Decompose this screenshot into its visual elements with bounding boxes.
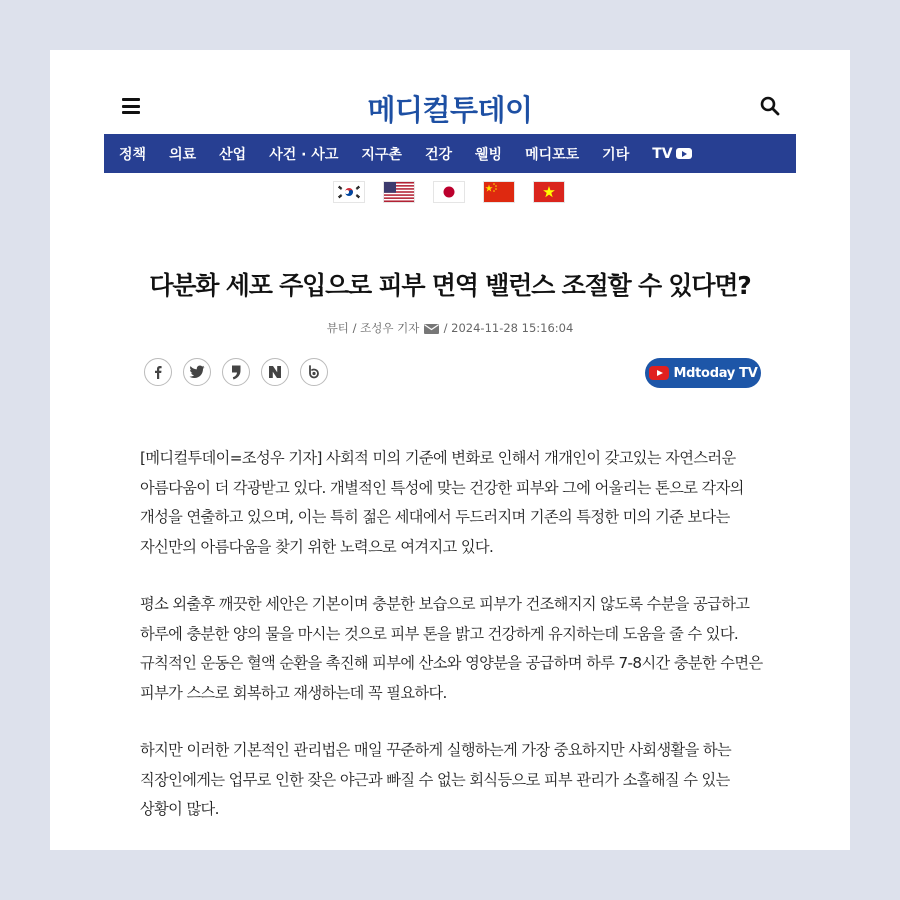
naver-icon <box>268 365 282 379</box>
vietnam-flag-icon[interactable] <box>534 182 564 202</box>
nav-item-industry[interactable]: 산업 <box>219 146 247 163</box>
nav-item-wellbeing[interactable]: 웰빙 <box>475 146 503 163</box>
facebook-share-button[interactable] <box>144 358 172 386</box>
band-share-button[interactable] <box>300 358 328 386</box>
nav-item-etc[interactable]: 기타 <box>602 146 630 163</box>
article-paragraph: 평소 외출후 깨끗한 세안은 기본이며 충분한 보습으로 피부가 건조해지지 않도록 수분을 공급하고 하루에 충분한 양의 물을 마시는 것으로 피부 톤을 밝고 건강하게 유지하는데 도움을 줄 수 있다. 규칙적인 운동은 혈액 순환을 촉진해 피부에 산소와 영양분을 공급하며 하루 7-8시간 충분한 수면은 피부가 스스로 회복하고 재생하는데 꼭 필요하다. <box>140 595 763 702</box>
nav-item-mediphoto[interactable]: 메디포토 <box>525 146 580 163</box>
article-category[interactable]: 뷰티 <box>326 321 349 335</box>
article-author: 조성우 기자 <box>360 321 420 335</box>
article-meta <box>50 320 850 336</box>
search-icon[interactable] <box>760 96 780 116</box>
article-body <box>140 444 764 850</box>
article-date: 2024-11-28 15:16:04 <box>451 321 574 335</box>
band-icon <box>306 364 322 380</box>
korea-flag-icon[interactable] <box>334 182 364 202</box>
china-flag-icon[interactable] <box>484 182 514 202</box>
naver-share-button[interactable] <box>261 358 289 386</box>
mail-icon[interactable] <box>424 324 439 334</box>
usa-flag-icon[interactable] <box>384 182 414 202</box>
japan-flag-icon[interactable] <box>434 182 464 202</box>
main-nav <box>104 134 796 173</box>
article-title: 다분화 세포 주입으로 피부 면역 밸런스 조절할 수 있다면? <box>149 271 751 300</box>
mdtoday-tv-label: Mdtoday TV <box>673 365 758 381</box>
youtube-icon <box>676 148 692 159</box>
nav-item-tv-label: TV <box>652 145 673 162</box>
facebook-icon <box>151 365 165 379</box>
nav-item-policy[interactable]: 정책 <box>119 146 147 163</box>
header <box>104 86 796 128</box>
nav-item-tv[interactable] <box>652 146 691 162</box>
nav-item-incidents[interactable]: 사건 · 사고 <box>269 146 339 163</box>
share-buttons <box>144 358 339 386</box>
nav-item-medical[interactable]: 의료 <box>169 146 197 163</box>
kakaostory-icon <box>230 365 242 380</box>
site-logo[interactable]: 메디컬투데이 <box>367 93 533 127</box>
nav-item-health[interactable]: 건강 <box>424 146 452 163</box>
mdtoday-tv-button[interactable] <box>645 358 761 388</box>
article-paragraph: [메디컬투데이=조성우 기자] 사회적 미의 기준에 변화로 인해서 개개인이 갖고있는 자연스러운 아름다움이 더 각광받고 있다. 개별적인 특성에 맞는 건강한 피부와 그에 어울리는 톤으로 각자의 개성을 연출하고 있으며, 이는 특히 젊은 세대에서 두드러지며 기존의 특정한 미의 기준 보다는 자신만의 아름다움을 찾기 위한 노력으로 여겨지고 있다. <box>140 449 744 556</box>
meta-separator: / <box>443 321 452 335</box>
twitter-share-button[interactable] <box>183 358 211 386</box>
language-selector <box>334 182 584 204</box>
meta-separator: / <box>352 321 361 335</box>
page <box>50 50 850 850</box>
kakaostory-share-button[interactable] <box>222 358 250 386</box>
nav-item-global[interactable]: 지구촌 <box>361 146 402 163</box>
article-paragraph: 하지만 이러한 기본적인 관리법은 매일 꾸준하게 실행하는게 가장 중요하지만 사회생활을 하는 직장인에게는 업무로 인한 잦은 야근과 빠질 수 없는 회식등으로 피부 관리가 소홀해질 수 있는 상황이 많다. <box>140 741 732 818</box>
youtube-icon <box>649 366 669 380</box>
twitter-icon <box>189 365 205 379</box>
